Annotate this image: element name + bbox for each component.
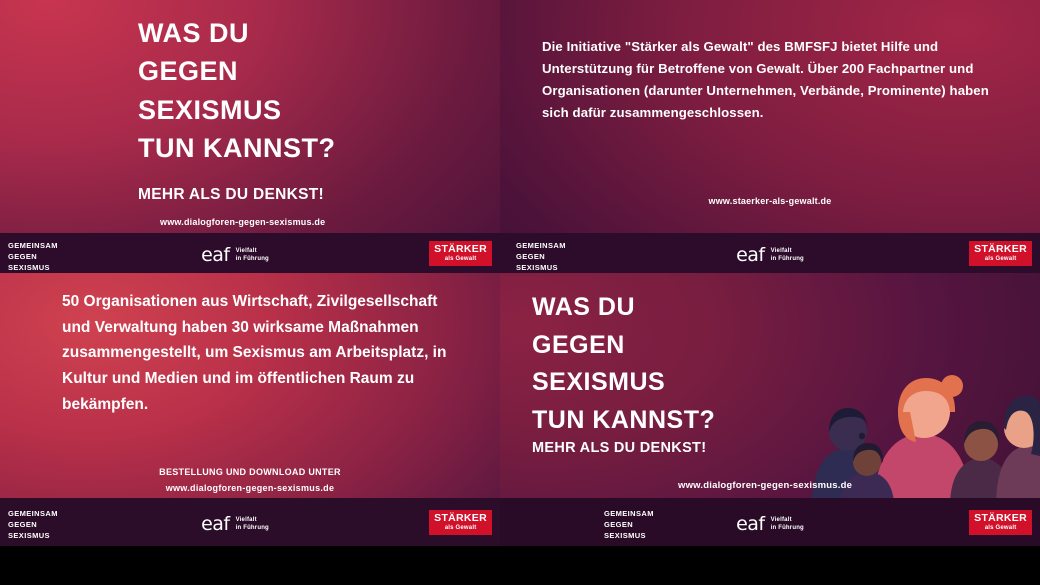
eaf-wordmark: eaf	[201, 244, 230, 266]
headline-line-1: WAS DU	[532, 293, 635, 321]
panel-measures-text	[0, 273, 500, 546]
ggs-line-2: GEGEN	[8, 519, 38, 529]
panel-footer	[0, 233, 500, 273]
campaign-url[interactable]: www.dialogforen-gegen-sexismus.de	[678, 480, 853, 491]
gemeinsam-gegen-sexismus-logo	[8, 509, 58, 542]
eaf-tagline-line-2: in Führung	[770, 256, 804, 262]
headline-line-4: TUN KANNST?	[138, 132, 336, 163]
eaf-logo	[201, 244, 269, 266]
eaf-tagline-line-1: Vielfalt	[770, 247, 792, 254]
ggs-line-1: GEMEINSAM	[604, 509, 654, 518]
eaf-tagline-line-1: Vielfalt	[770, 516, 792, 523]
group-of-people-illustration	[800, 316, 1040, 506]
headline-line-3: SEXISMUS	[532, 368, 666, 396]
headline-line-2: GEGEN	[532, 330, 625, 359]
order-label: BESTELLUNG UND DOWNLOAD UNTER	[159, 467, 341, 477]
ggs-line-2: GEGEN	[8, 251, 38, 261]
bottom-black-strip	[0, 546, 1040, 585]
eaf-logo	[736, 244, 804, 266]
eaf-tagline-line-2: in Führung	[770, 525, 804, 531]
staerker-line-2: als Gewalt	[984, 524, 1017, 531]
staerker-als-gewalt-logo	[969, 510, 1032, 535]
eaf-tagline	[236, 247, 269, 263]
staerker-als-gewalt-logo	[429, 241, 492, 266]
staerker-als-gewalt-logo	[429, 510, 492, 535]
initiative-url[interactable]: www.staerker-als-gewalt.de	[708, 196, 832, 206]
eaf-tagline	[236, 516, 269, 532]
gemeinsam-gegen-sexismus-logo	[604, 509, 654, 542]
panel-footer	[500, 233, 1040, 273]
eaf-logo	[736, 513, 804, 535]
panel-campaign-headline	[0, 0, 500, 273]
eaf-tagline-line-2: in Führung	[235, 525, 269, 531]
eaf-tagline-line-1: Vielfalt	[235, 516, 257, 523]
campaign-headline	[532, 289, 715, 439]
headline-line-1: WAS DU	[138, 18, 249, 48]
staerker-line-2: als Gewalt	[444, 255, 477, 262]
staerker-line-2: als Gewalt	[984, 255, 1017, 262]
campaign-headline	[138, 14, 335, 167]
campaign-url[interactable]: www.dialogforen-gegen-sexismus.de	[160, 217, 326, 227]
eaf-tagline	[771, 516, 804, 532]
panel-initiative-text	[500, 0, 1040, 273]
campaign-subclaim: MEHR ALS DU DENKST!	[138, 186, 324, 203]
staerker-line-1: STÄRKER	[974, 243, 1027, 255]
headline-line-4: TUN KANNST?	[532, 405, 716, 434]
gemeinsam-gegen-sexismus-logo	[8, 241, 58, 273]
order-url[interactable]: www.dialogforen-gegen-sexismus.de	[165, 482, 335, 493]
panel-campaign-with-illustration	[500, 273, 1040, 546]
ggs-line-3: SEXISMUS	[8, 262, 50, 272]
initiative-body-text: Die Initiative "Stärker als Gewalt" des BMFSFJ bietet Hilfe und Unterstützung für Betroffene von Gewalt. Über 200 Fachpartner und Organisationen (darunter Unternehmen, Verbände, Prominente) haben sich dafür zusammengeschlossen.	[542, 39, 989, 120]
staerker-line-1: STÄRKER	[434, 243, 487, 255]
ggs-line-2: GEGEN	[516, 251, 546, 261]
ggs-line-1: GEMEINSAM	[516, 241, 566, 250]
ggs-line-1: GEMEINSAM	[8, 509, 58, 518]
eaf-tagline-line-2: in Führung	[235, 256, 269, 262]
campaign-subclaim: MEHR ALS DU DENKST!	[532, 440, 707, 456]
gemeinsam-gegen-sexismus-logo	[516, 241, 566, 273]
staerker-als-gewalt-logo	[969, 241, 1032, 266]
eaf-wordmark: eaf	[736, 244, 765, 266]
eaf-wordmark: eaf	[736, 513, 765, 535]
ggs-line-2: GEGEN	[604, 519, 634, 529]
ggs-line-3: SEXISMUS	[604, 530, 646, 540]
ggs-line-3: SEXISMUS	[516, 262, 558, 272]
panel-footer	[500, 498, 1040, 546]
eaf-wordmark: eaf	[201, 513, 230, 535]
order-info	[0, 465, 500, 497]
headline-line-2: GEGEN	[138, 56, 239, 87]
panel-footer	[0, 498, 500, 546]
staerker-line-1: STÄRKER	[434, 512, 487, 524]
headline-line-3: SEXISMUS	[138, 94, 282, 125]
staerker-line-2: als Gewalt	[444, 524, 477, 531]
measures-body-text: 50 Organisationen aus Wirtschaft, Zivilgesellschaft und Verwaltung haben 30 wirksame Maßnahmen zusammengestellt, um Sexismus am Arbeitsplatz, in Kultur und Medien und im öffentlichen Raum zu bekämpfen.	[62, 293, 447, 413]
eaf-logo	[201, 513, 269, 535]
eaf-tagline-line-1: Vielfalt	[235, 247, 257, 254]
ggs-line-1: GEMEINSAM	[8, 241, 58, 250]
eaf-tagline	[771, 247, 804, 263]
staerker-line-1: STÄRKER	[974, 512, 1027, 524]
ggs-line-3: SEXISMUS	[8, 530, 50, 540]
